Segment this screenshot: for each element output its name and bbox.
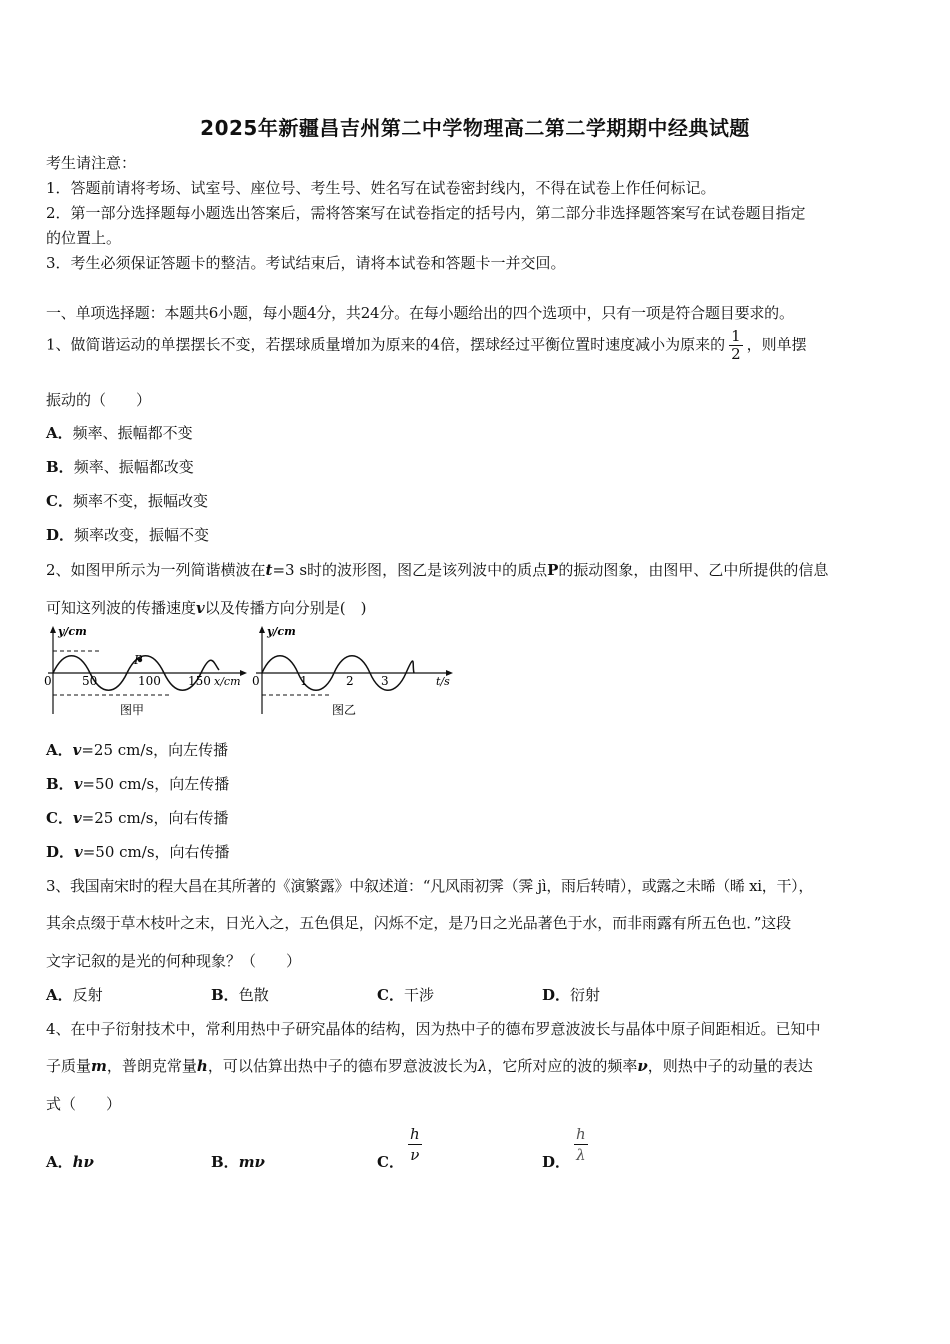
fraction-denominator: λ (576, 1146, 586, 1164)
section-heading: 一、单项选择题：本题共6小题，每小题4分，共24分。在每小题给出的四个选项中，只有一项是符合题目要求的。 (46, 304, 794, 322)
option-label: D． (46, 843, 75, 861)
option-text: =50 cm/s，向左传播 (82, 775, 230, 793)
q1-text-a: 1、做简谐运动的单摆摆长不变，若摆球质量增加为原来的4倍，摆球经过平衡位置时速度减小为原来的 (46, 335, 726, 354)
var-h: h (196, 1057, 208, 1075)
fraction-numerator: h (576, 1125, 586, 1143)
tick-label-1: 1 (300, 674, 308, 688)
notice-item-3: 3．考生必须保证答题卡的整洁。考试结束后，请将本试卷和答题卡一并交回。 (46, 254, 566, 272)
q1-option-c (46, 490, 908, 511)
var-lambda: λ (477, 1057, 488, 1075)
option-label: B． (46, 775, 74, 793)
q4-text-b: ，普朗克常量 (106, 1057, 197, 1075)
option-label: C． (46, 492, 73, 510)
tick-label-150: 150 (188, 674, 211, 688)
xlabel: x/cm (214, 675, 241, 688)
y-axis-arrow (50, 626, 56, 633)
option-text: 频率、振幅都改变 (73, 458, 194, 476)
y-axis-arrow (259, 626, 265, 633)
var-v: v (72, 741, 82, 759)
fraction-denominator: 2 (731, 345, 741, 363)
option-label: D． (542, 986, 571, 1004)
option-text: 频率改变，振幅不变 (74, 526, 210, 544)
var-t: t (265, 561, 273, 579)
question-3-line-3: 文字记叙的是光的何种现象？（ ） (46, 952, 302, 970)
question-2-stem-cont (46, 597, 908, 618)
option-label: B． (211, 986, 239, 1004)
q2-option-c (46, 807, 908, 828)
q1-option-a (46, 422, 908, 443)
option-text: =50 cm/s，向右传播 (82, 843, 230, 861)
q4-option-b (211, 1151, 265, 1172)
q2-text-a: 2、如图甲所示为一列简谐横波在 (46, 561, 266, 579)
q2-text-e: 以及传播方向分别是( ) (204, 599, 367, 617)
q1-text-c: 振动的（ ） (46, 391, 152, 409)
origin-label: 0 (252, 674, 260, 688)
option-label: B． (46, 458, 74, 476)
q3-options (46, 984, 906, 1004)
q2-text-b: =3 s时的波形图，图乙是该列波中的质点 (272, 561, 548, 579)
question-3-line-2: 其余点缀于草木枝叶之末，日光入之，五色俱足，闪烁不定，是乃日之光品著色于水，而非雨露有所五色也．”这段 (46, 914, 792, 932)
q2-text-c: 的振动图象，由图甲、乙中所提供的信息 (558, 561, 829, 579)
option-label: A． (46, 741, 73, 759)
q4-options (46, 1124, 906, 1174)
option-label: C． (46, 809, 73, 827)
xlabel: t/s (436, 675, 450, 688)
var-p: P (547, 561, 559, 579)
option-text: 频率不变，振幅改变 (72, 492, 208, 510)
option-text: 衍射 (570, 986, 601, 1004)
question-4-line-3: 式（ ） (46, 1095, 122, 1113)
var-v: v (74, 843, 83, 861)
option-text: =25 cm/s，向右传播 (81, 809, 229, 827)
option-label: A． (46, 424, 73, 442)
option-text: mν (238, 1153, 265, 1171)
q2-option-d (46, 841, 908, 862)
q4-text-d: ，它所对应的波的频率 (487, 1057, 638, 1075)
q1-option-b (46, 456, 908, 477)
notice-item-1: 1．答题前请将考场、试室号、座位号、考生号、姓名写在试卷密封线内，不得在试卷上作任何标记。 (46, 179, 716, 197)
q2-option-a (46, 739, 908, 760)
q3-option-d (542, 984, 600, 1005)
option-label: A． (46, 1153, 73, 1171)
fraction-one-half (729, 328, 743, 363)
option-text: 色散 (238, 986, 269, 1004)
tick-label-3: 3 (381, 674, 389, 688)
question-1-stem (46, 328, 908, 363)
tick-label-2: 2 (346, 674, 354, 688)
q4-option-a (46, 1151, 94, 1172)
figure-vibration-graph (250, 624, 460, 720)
q4-text-a: 子质量 (46, 1057, 92, 1075)
option-text: 频率、振幅都不变 (72, 424, 193, 442)
tick-label-50: 50 (82, 674, 98, 688)
option-label: C． (377, 1153, 404, 1171)
var-nu: ν (637, 1057, 648, 1075)
page-title: 2025年新疆昌吉州第二中学物理高二第二学期期中经典试题 (200, 116, 750, 140)
var-v: v (196, 599, 205, 617)
fraction-h-over-lambda (574, 1124, 588, 1165)
ylabel: y/cm (58, 625, 87, 638)
var-v: v (73, 775, 83, 793)
ylabel: y/cm (267, 625, 296, 638)
notice-item-2-cont: 的位置上。 (46, 229, 122, 247)
var-v: v (72, 809, 82, 827)
question-3-line-1: 3、我国南宋时的程大昌在其所著的《演繁露》中叙述道：“凡风雨初霁（霁 jì，雨后转晴），或露之未晞（晞 xi，干）， (46, 877, 814, 895)
option-text: =25 cm/s，向左传播 (81, 741, 229, 759)
q1-option-d (46, 524, 908, 545)
option-label: C． (377, 986, 404, 1004)
option-text: hν (72, 1153, 94, 1171)
fraction-numerator: 1 (731, 327, 741, 345)
option-label: D． (46, 526, 75, 544)
q1-text-b: ，则单摆 (746, 335, 807, 354)
q4-text-c: ，可以估算出热中子的德布罗意波波长为 (207, 1057, 478, 1075)
option-label: A． (46, 986, 73, 1004)
option-text: 反射 (72, 986, 103, 1004)
question-2-stem (46, 559, 908, 580)
q2-option-b (46, 773, 908, 794)
q4-option-d (542, 1124, 592, 1171)
option-label: D． (542, 1153, 571, 1171)
origin-label: 0 (44, 674, 52, 688)
fraction-h-over-nu (408, 1124, 422, 1165)
notice-heading: 考生请注意： (46, 154, 137, 172)
caption-b: 图乙 (332, 703, 357, 717)
notice-item-2: 2．第一部分选择题每小题选出答案后，需将答案写在试卷指定的括号内，第二部分非选择题答案写在试卷题目指定 (46, 204, 806, 222)
question-4-line-1: 4、在中子衍射技术中，常利用热中子研究晶体的结构，因为热中子的德布罗意波波长与晶体中原子间距相近。已知中 (46, 1020, 821, 1038)
x-axis-arrow (240, 670, 247, 676)
option-label: B． (211, 1153, 239, 1171)
q4-option-c (377, 1124, 426, 1171)
q3-option-b (211, 984, 269, 1005)
fraction-numerator: h (409, 1125, 420, 1143)
option-text: 干涉 (403, 986, 434, 1004)
tick-label-100: 100 (138, 674, 161, 688)
caption-a: 图甲 (120, 703, 145, 717)
q4-text-e: ，则热中子的动量的表达 (647, 1057, 813, 1075)
figure-wave-graph (44, 624, 250, 720)
fraction-denominator: ν (410, 1146, 420, 1164)
point-p-label: P (134, 653, 143, 667)
var-m: m (91, 1057, 107, 1075)
question-4-line-2 (46, 1055, 908, 1076)
q3-option-c (377, 984, 434, 1005)
q3-option-a (46, 984, 103, 1005)
q2-text-d: 可知这列波的传播速度 (46, 599, 197, 617)
